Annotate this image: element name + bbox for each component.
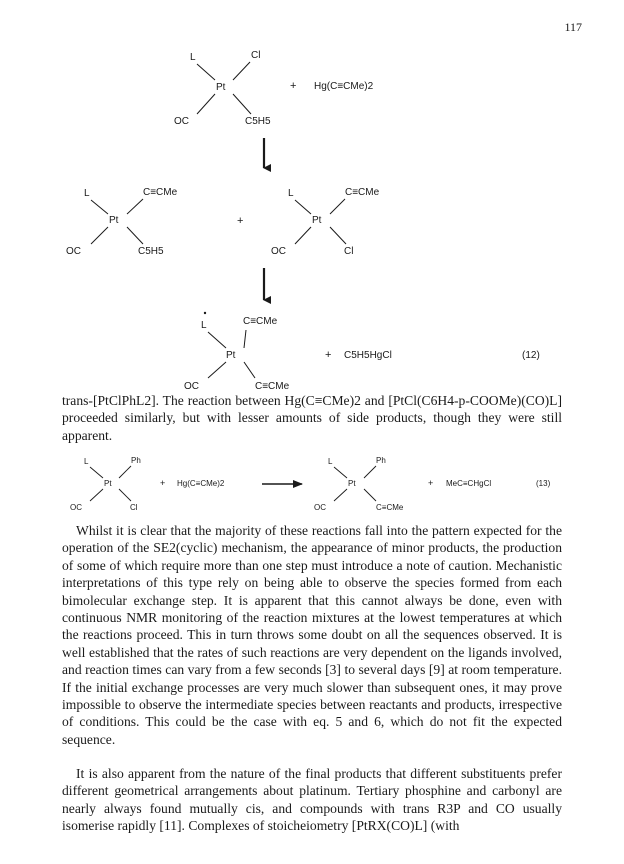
ligand-co: OC: [271, 246, 286, 257]
ligand-co: OC: [184, 381, 199, 392]
ligand-propynyl: C≡CMe: [376, 503, 404, 512]
complex-pt-cl-cp: [174, 50, 271, 127]
plus-sign: +: [237, 215, 244, 227]
ligand-l: L: [328, 457, 333, 466]
ligand-ph: Ph: [376, 456, 386, 465]
ligand-l: L: [201, 320, 207, 331]
reagent-hg-propynyl: Hg(C≡CMe)2: [177, 479, 225, 488]
page-number: 117: [564, 20, 582, 34]
ligand-l: L: [84, 457, 89, 466]
complex-pt-ph-cl: [70, 456, 141, 512]
ligand-cl: Cl: [344, 246, 354, 257]
byproduct-propynylhgcl: MeC≡CHgCl: [446, 479, 492, 488]
byproduct-cphgcl: C5H5HgCl: [344, 350, 392, 361]
ligand-c5h5: C5H5: [138, 246, 164, 257]
ligand-co: OC: [70, 503, 82, 512]
equation-number-12: (12): [522, 350, 540, 361]
ligand-cl: Cl: [130, 503, 138, 512]
ligand-l: L: [288, 188, 294, 199]
ligand-cl: Cl: [251, 50, 261, 61]
ligand-ph: Ph: [131, 456, 141, 465]
ligand-propynyl: C≡CMe: [243, 316, 278, 327]
complex-pt-bis-alkynyl: [184, 312, 290, 392]
plus-sign: +: [325, 349, 332, 361]
equation-number-13: (13): [536, 479, 551, 488]
ligand-propynyl: C≡CMe: [143, 187, 178, 198]
ligand-l: L: [84, 188, 90, 199]
paragraph-2: Whilst it is clear that the majority of these reactions fall into the pattern expected for the operation of the SE2(cyclic) mechanism, the appearance of minor products, the production of some of which require more than one step must introduce a note of caution. Mechanistic interpretations of this type rely on being able to observe the species formed from each bimolecular exchange step. It is apparent that this cannot always be done, even with continuous NMR monitoring of the reaction mixtures at the lowest temperatures at which the reactions proceed. This in turn throws some doubt on all the sequences observed. It is well established that the rates of such reactions are very dependent on the ligands involved, and reaction times can vary from a few seconds [3] to several days [9] at room temperature. If the initial exchange processes are very much slower than subsequent ones, it may prove impossible to observe the intermediate species between reactants and products, irrespective of conditions. This could be the case with eq. 5 and 6, which do not fit the expected sequence.: [62, 523, 562, 747]
platinum-center: Pt: [216, 82, 226, 93]
plus-sign: +: [160, 478, 166, 488]
paragraph-1: trans-[PtClPhL2]. The reaction between Hg(C≡CMe)2 and [PtCl(C6H4-p-COOMe)(CO)L] proceeded similarly, but with lesser amounts of side products, though they were still apparent.: [62, 393, 562, 443]
platinum-center: Pt: [312, 215, 322, 226]
platinum-center: Pt: [226, 350, 236, 361]
reagent-hg-propynyl: Hg(C≡CMe)2: [314, 81, 374, 92]
platinum-center: Pt: [104, 479, 112, 488]
complex-pt-ph-alkynyl: [314, 456, 404, 512]
ligand-l: L: [190, 52, 196, 63]
paragraph-3: It is also apparent from the nature of the final products that different substituents prefer different geometrical arrangements about platinum. Tertiary phosphine and carbonyl are nearly always found mutually cis, and compounds with trans R3P and CO usually isomerise rapidly [11]. Complexes of stoicheiometry [PtRX(CO)L] (with: [62, 766, 562, 834]
ligand-co: OC: [314, 503, 326, 512]
platinum-center: Pt: [348, 479, 356, 488]
plus-sign: +: [290, 80, 297, 92]
platinum-center: Pt: [109, 215, 119, 226]
complex-pt-alkynyl-cl: [271, 187, 380, 257]
complex-pt-alkynyl-cp: [66, 187, 178, 257]
ligand-propynyl: C≡CMe: [255, 381, 290, 392]
ligand-co: OC: [66, 246, 81, 257]
plus-sign: +: [428, 478, 434, 488]
ligand-propynyl: C≡CMe: [345, 187, 380, 198]
ligand-c5h5: C5H5: [245, 116, 271, 127]
ligand-co: OC: [174, 116, 189, 127]
